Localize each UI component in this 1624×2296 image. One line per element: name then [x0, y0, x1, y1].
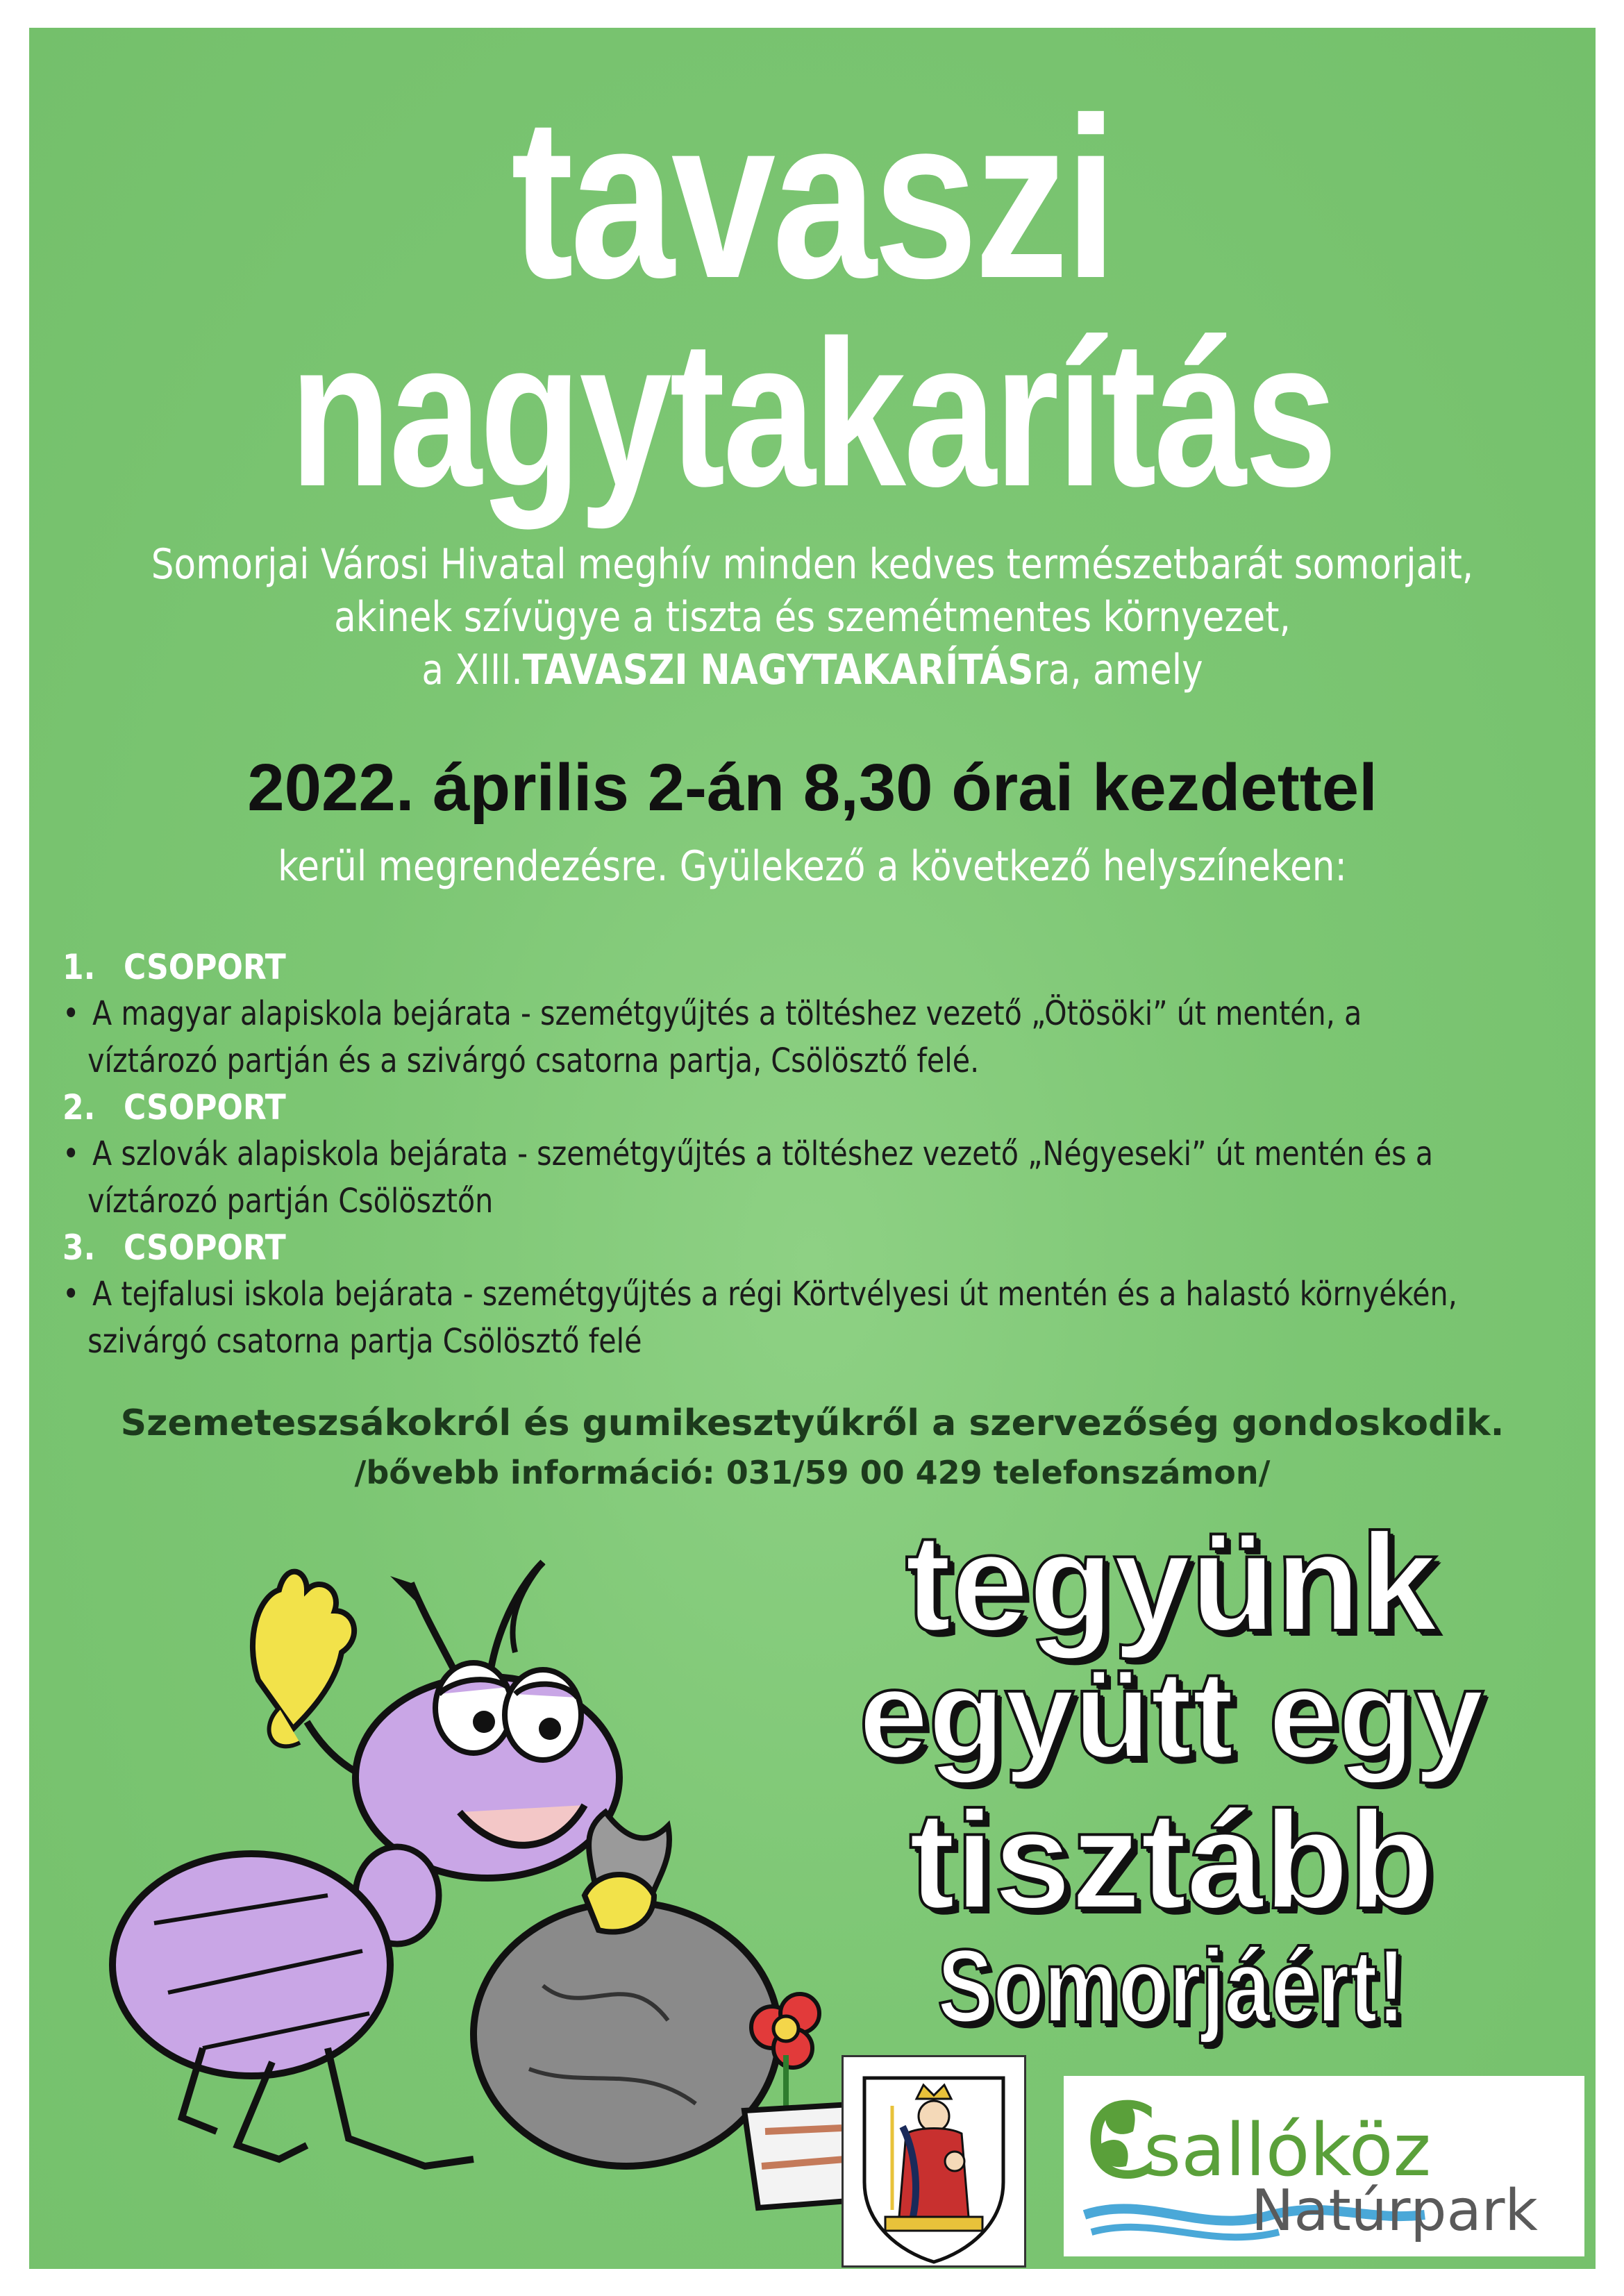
ant-mascot-illustration	[99, 1534, 876, 2229]
town-crest-frame	[842, 2055, 1026, 2268]
logo-word-naturpark: Natúrpark	[1251, 2178, 1538, 2244]
group-2-label: CSOPORT	[124, 1087, 286, 1128]
bullet: •	[62, 1275, 80, 1314]
title-line-1: tavaszi	[510, 69, 1114, 326]
intro-line-3-prefix: a	[421, 646, 455, 694]
logo-word-csallokoz: sallóköz	[1144, 2108, 1432, 2193]
intro-line-3-suffix: ra, amely	[1033, 646, 1203, 694]
group-3-number: 3.	[62, 1227, 96, 1268]
slogan-line-1: tegyünk	[905, 1505, 1438, 1660]
intro-text	[139, 538, 1486, 696]
group-2-line-2: víztározó partján Csölösztőn	[87, 1182, 494, 1221]
group-2-heading	[62, 1084, 1394, 1130]
info-phone: /bővebb információ: 031/59 00 429 telefonszámon/	[354, 1454, 1271, 1491]
logo-initial: C	[1085, 2081, 1157, 2202]
slogan-line-2: együtt egy	[858, 1645, 1484, 1784]
group-1-label: CSOPORT	[124, 947, 286, 987]
event-name: TAVASZI NAGYTAKARÍTÁS	[522, 646, 1034, 694]
group-3	[62, 1225, 1576, 1365]
group-1-line-2: víztározó partján és a szivárgó csatorna partja, Csölösztő felé.	[87, 1041, 980, 1080]
group-3-description	[62, 1271, 1543, 1365]
group-2-description	[62, 1130, 1543, 1225]
intro-line-2: akinek szívügye a tiszta és szemétmentes környezet,	[334, 593, 1291, 642]
supplies-note: Szemeteszsákokról és gumikesztyűkről a szervezőség gondoskodik.	[120, 1402, 1505, 1444]
intro-line-1: Somorjai Városi Hivatal meghív minden kedves természetbarát somorjait,	[151, 540, 1474, 589]
group-1-number: 1.	[62, 947, 96, 987]
group-2-line-1: A szlovák alapiskola bejárata - szemétgyűjtés a töltéshez vezető „Négyeseki” út mentén és a	[92, 1134, 1434, 1173]
group-2	[62, 1084, 1576, 1225]
group-1-description	[62, 990, 1543, 1084]
venue-intro: kerül megrendezésre. Gyülekező a következő helyszíneken:	[278, 842, 1347, 891]
group-3-line-1: A tejfalusi iskola bejárata - szemétgyűjtés a régi Körtvélyesi út mentén és a halastó környékén,	[92, 1275, 1457, 1314]
naturpark-logo	[1064, 2076, 1584, 2256]
poster	[29, 28, 1596, 2269]
group-3-heading	[62, 1225, 1394, 1271]
slogan-line-4: Somorjáért!	[937, 1927, 1405, 2044]
title-line-2: nagytakarítás	[290, 296, 1335, 530]
group-1	[62, 944, 1576, 1084]
group-1-heading	[62, 944, 1394, 990]
slogan-line-3: tisztább	[909, 1783, 1434, 1938]
group-3-line-2: szivárgó csatorna partja Csölösztő felé	[87, 1322, 642, 1361]
group-3-label: CSOPORT	[124, 1227, 286, 1268]
intro-line-3	[139, 644, 1486, 696]
town-crest-icon	[844, 2057, 1024, 2265]
bullet: •	[62, 994, 80, 1033]
group-2-number: 2.	[62, 1087, 96, 1128]
edition-number: XIII.	[455, 646, 523, 694]
group-list	[62, 944, 1576, 1365]
event-date: 2022. április 2-án 8,30 órai kezdettel	[247, 751, 1378, 825]
group-1-line-1: A magyar alapiskola bejárata - szemétgyűjtés a töltéshez vezető „Ötösöki” út mentén, a	[92, 994, 1362, 1033]
bullet: •	[62, 1134, 80, 1173]
